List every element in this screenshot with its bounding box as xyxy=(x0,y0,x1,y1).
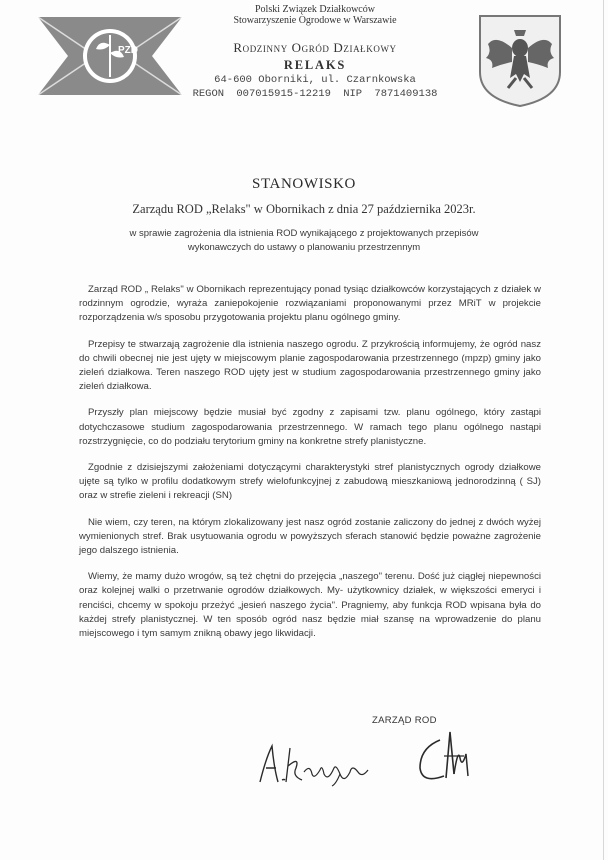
logo-text: PZD xyxy=(118,45,138,56)
garden-address: 64-600 Oborniki, ul. Czarnkowska xyxy=(214,74,416,86)
body-paragraph: Zarząd ROD „ Relaks" w Obornikach reprezentujący ponad tysiąc działkowców korzystających z działek w rodzinnym ogrodzie, wyraża zaniepokojenie rozwiązaniami proponowanymi przez MRiT w projekcie rozporządzenia w/s sposobu przygotowania projektu planu ogólnego gminy. xyxy=(79,284,541,324)
scan-edge-line xyxy=(603,0,604,860)
handwritten-signature-2 xyxy=(414,728,476,788)
signatory-label: ZARZĄD ROD xyxy=(372,715,437,726)
association-name: Polski Związek Działkowców xyxy=(255,4,375,15)
garden-name: RELAKS xyxy=(283,58,347,72)
nip-number: NIP 7871409138 xyxy=(343,88,438,100)
document-body xyxy=(79,283,541,653)
document-title: STANOWISKO xyxy=(252,176,356,192)
registry-numbers xyxy=(150,88,480,100)
handwritten-signature-1 xyxy=(256,738,378,788)
body-paragraph: Przepisy te stwarzają zagrożenie dla istnienia naszego ogrodu. Z przykrością informujemy, że ogród nasz do chwili obecnej nie jest ujęty w miejscowym planie zagospodarowania przestrzennego (mpzp) gminy jako zieleń działkowa. Teren naszego ROD ujęty jest w studium zagospodarowania przestrzennego gminy jako zieleń działkowa. xyxy=(79,338,541,393)
body-paragraph: Nie wiem, czy teren, na którym zlokalizowany jest nasz ogród zostanie zaliczony do jednej z dwóch wyżej wymienionych stref. Brak usytuowania ogrodu w powyższych sferach stanowić będzie poważne zagrożenie jego dalszego istnienia. xyxy=(79,516,541,557)
document-regarding: w sprawie zagrożenia dla istnienia ROD wynikającego z projektowanych przepisów wykonawczych do ustawy o planowaniu przestrzennym xyxy=(129,228,479,253)
regon-number: REGON 007015915-12219 xyxy=(192,88,331,100)
garden-type: Rodzinny Ogród Działkowy xyxy=(233,40,397,55)
document-subtitle: Zarządu ROD „Relaks" w Obornikach z dnia 27 października 2023r. xyxy=(132,202,476,216)
body-paragraph: Wiemy, że mamy dużo wrogów, są też chętni do przejęcia „naszego" terenu. Dość już ciągłej niepewności oraz kolejnej walki o przetrwanie ogrodów działkowych. My- użytkownicy działek, w większości emeryci i renciści, chcemy w spokoju przeżyć „jesień naszego życia". Pragniemy, aby funkcja ROD wpisana była do każdej strefy planistycznej. W ten sposób ogród nasz będzie miał szansę na wprowadzenie do planu miejscowego i tym samym znikną obawy jego likwidacji. xyxy=(79,571,541,640)
body-paragraph: Przyszły plan miejscowy będzie musiał być zgodny z zapisami tzw. planu ogólnego, który zastąpi dotychczasowe studium zagospodarowania przestrzennego. W ramach tego planu ogólnego nastąpi rozstrzygnięcie, co do podziału terytorium gminy na konkretne strefy planistyczne. xyxy=(79,407,541,447)
branch-name: Stowarzyszenie Ogrodowe w Warszawie xyxy=(233,15,397,26)
eagle-emblem-icon xyxy=(478,14,562,108)
body-paragraph: Zgodnie z dzisiejszymi założeniami dotyczącymi charakterystyki stref planistycznych ogrody działkowe ujęte są tylko w profilu dodatkowym strefy wielofunkcyjnej z zabudową mieszkaniową jednorodzinną ( SJ) oraz w strefie zieleni i rekreacji (SN) xyxy=(79,462,541,502)
